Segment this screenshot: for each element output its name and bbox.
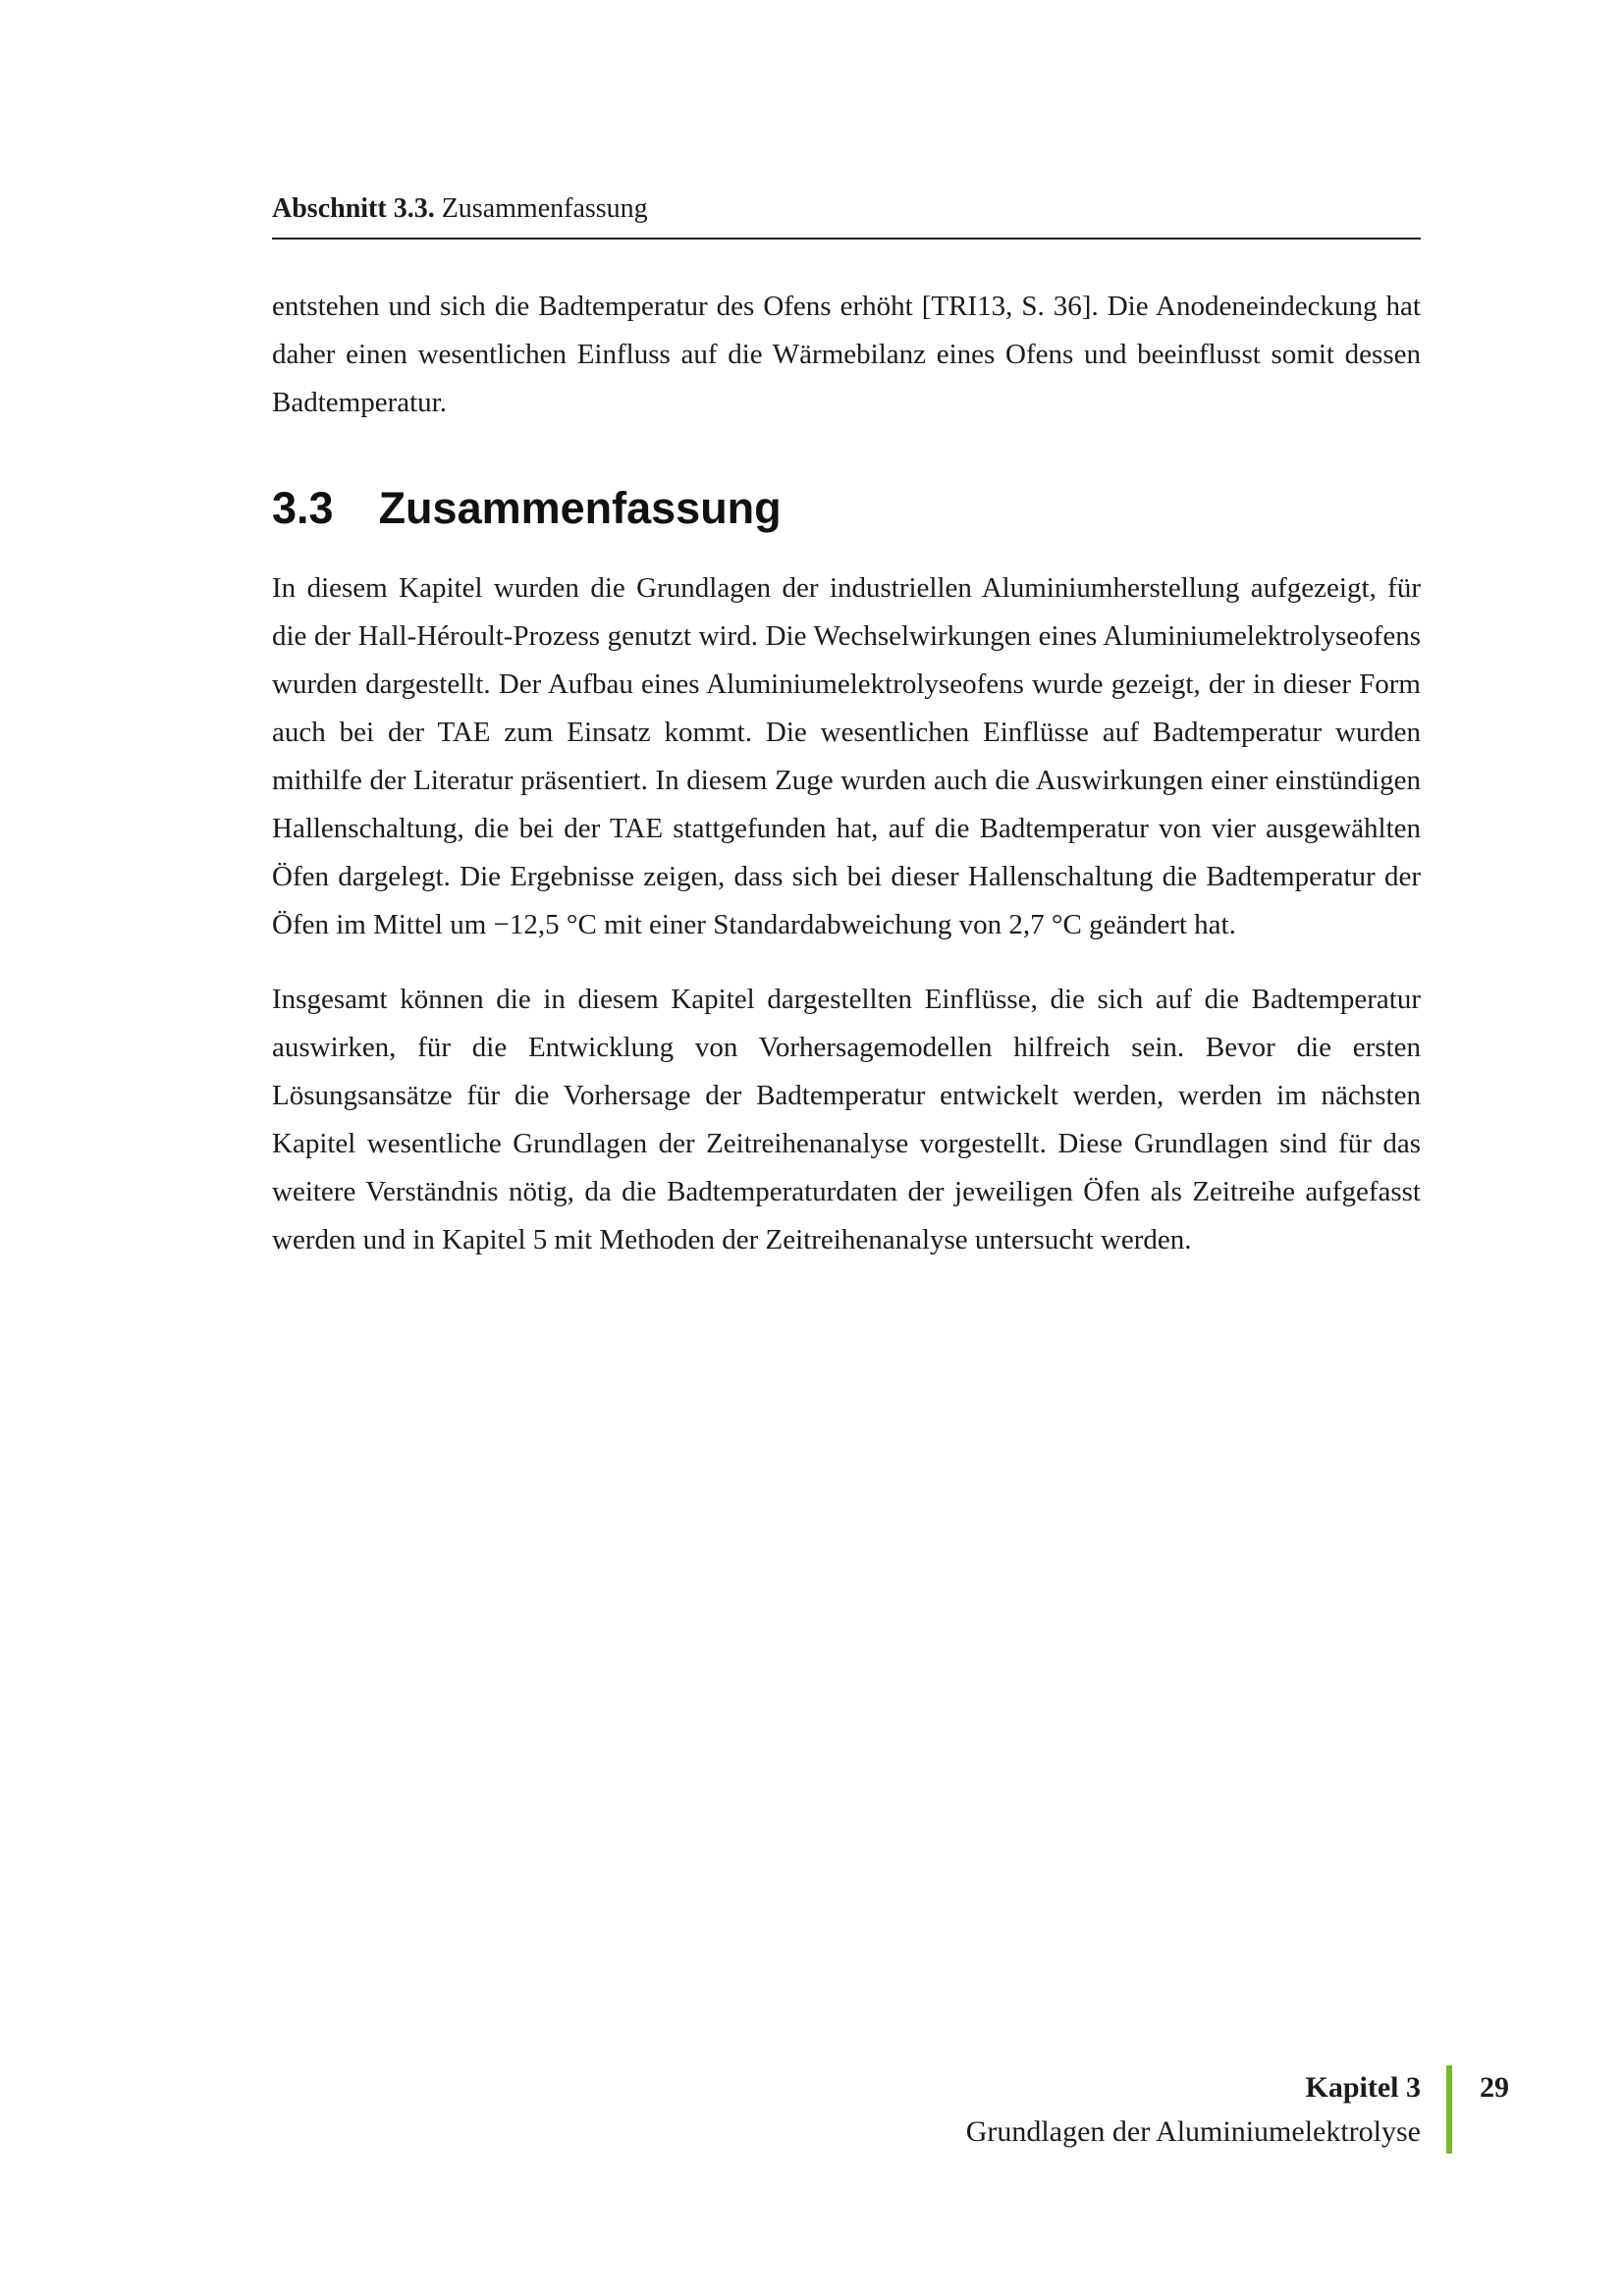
running-head bbox=[272, 192, 1421, 240]
footer-chapter-label: Kapitel 3 bbox=[1305, 2071, 1421, 2104]
section-heading bbox=[272, 482, 1421, 535]
page-footer bbox=[272, 2065, 1539, 2154]
intro-paragraph: entstehen und sich die Badtemperatur des Ofens erhöht [TRI13, S. 36]. Die Anodeneindeckung hat daher einen wesentlichen Einfluss auf die Wärmebilanz eines Ofens und beeinflusst somit dessen Badtemperatur. bbox=[272, 291, 1421, 418]
footer-chapter-title: Grundlagen der Aluminiumelektrolyse bbox=[965, 2115, 1421, 2148]
page-number: 29 bbox=[1480, 2071, 1509, 2104]
section-title: Zusammenfassung bbox=[378, 483, 782, 533]
running-head-section-label: Abschnitt 3.3. bbox=[272, 193, 435, 224]
running-head-section-title: Zusammenfassung bbox=[441, 193, 648, 224]
section-number: 3.3 bbox=[272, 483, 334, 533]
body-paragraph: In diesem Kapitel wurden die Grundlagen der industriellen Aluminiumherstellung aufgezeigt, für die der Hall-Héroult-Prozess genutzt wird. Die Wechselwirkungen eines Aluminiumelektrolyseofens wurden dargestellt. Der Aufbau eines Aluminiumelektrolyseofens wurde gezeigt, der in dieser Form auch bei der TAE zum Einsatz kommt. Die wesentlichen Einflüsse auf Badtemperatur wurden mithilfe der Literatur präsentiert. In diesem Zuge wurden auch die Auswirkungen einer einstündigen Hallenschaltung, die bei der TAE stattgefunden hat, auf die Badtemperatur von vier ausgewählten Öfen dargelegt. Die Ergebnisse zeigen, dass sich bei dieser Hallenschaltung die Badtemperatur der Öfen im Mittel um −12,5 °C mit einer Standardabweichung von 2,7 °C geändert hat. bbox=[272, 572, 1421, 940]
body-paragraph: Insgesamt können die in diesem Kapitel dargestellten Einflüsse, die sich auf die Badtemperatur auswirken, für die Entwicklung von Vorhersagemodellen hilfreich sein. Bevor die ersten Lösungsansätze für die Vorhersage der Badtemperatur entwickelt werden, werden im nächsten Kapitel wesentliche Grundlagen der Zeitreihenanalyse vorgestellt. Diese Grundlagen sind für das weitere Verständnis nötig, da die Badtemperaturdaten der jeweiligen Öfen als Zeitreihe aufgefasst werden und in Kapitel 5 mit Methoden der Zeitreihenanalyse untersucht werden. bbox=[272, 984, 1421, 1255]
footer-text bbox=[272, 2065, 1421, 2154]
text-column bbox=[272, 0, 1421, 1264]
